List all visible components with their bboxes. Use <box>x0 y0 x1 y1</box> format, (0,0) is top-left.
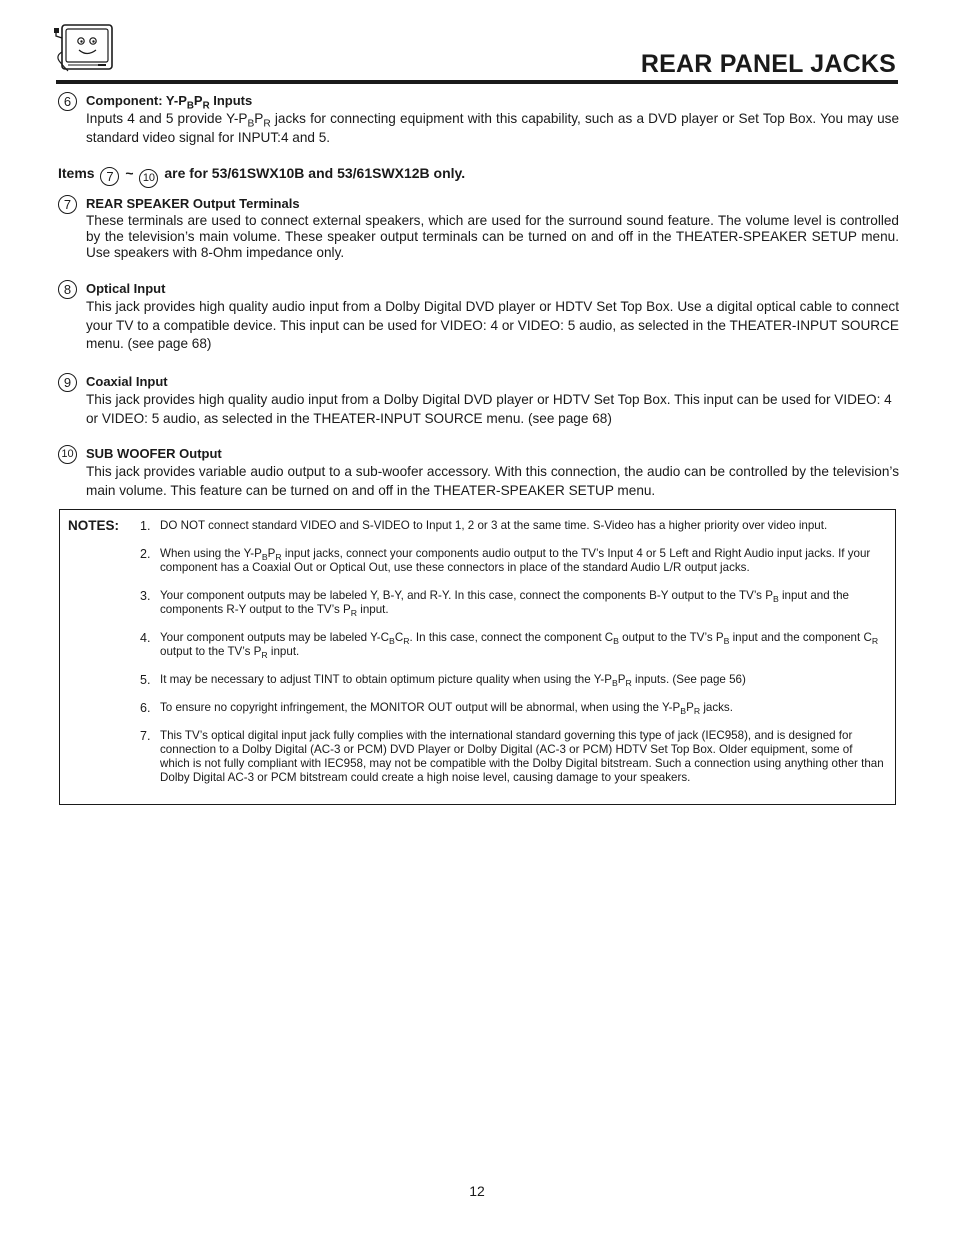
notes-list <box>135 519 885 799</box>
page-title: REAR PANEL JACKS <box>640 50 896 78</box>
note-number: 7. <box>140 729 151 743</box>
page-number: 12 <box>469 1183 485 1199</box>
tv-mascot-icon <box>54 22 116 74</box>
item-body: This jack provides variable audio output to a sub-woofer accessory. With this connection, the audio can be controlled by the television’s main volume. This feature can be turned on and off in the THEATER-SPEAKER SETUP menu. <box>86 464 899 498</box>
item-number-badge: 8 <box>58 280 77 299</box>
note-item: 2. When using the $Y-P_BP_R$ input jacks, connect your components audio output to the TV’s Input 4 or 5 Left and Right Audio input jacks. If your component has a Coaxial Out or Optical Out, use these connectors in place of the standard Audio L/R output jacks. <box>140 547 871 574</box>
item-body: This jack provides high quality audio input from a Dolby Digital DVD player or HDTV Set Top Box. Use a digital optical cable to connect your TV to a compatible device. This input can be used for VIDEO: 4 or VIDEO: 5 audio, as selected in the THEATER-INPUT SOURCE menu. (see page 68) <box>86 299 899 351</box>
item-number-badge: 6 <box>58 92 77 111</box>
note-number: 2. <box>140 547 151 561</box>
note-item: 3. Your component outputs may be labeled Y, B-Y, and R-Y. In this case, connect the components B-Y output to the TV’s $P_B$ input and the components R-Y output to the TV’s $P_R$ input. <box>140 589 849 619</box>
item-body: Inputs 4 and 5 provide $Y-P_BP_R$ jacks for connecting equipment with this capability, such as a DVD player or Set Top Box. You may use standard video signal for INPUT:4 and 5. <box>86 111 900 145</box>
item-optical-input <box>58 280 899 354</box>
item-sub-woofer-output <box>58 445 899 500</box>
item-body: These terminals are used to connect external speakers, which are used for the surround sound feature. The volume level is controlled by the television’s main volume. These speaker output terminals can be turned on and off in the THEATER-SPEAKER SETUP menu. Use speakers with 8-Ohm impedance only. <box>86 213 899 260</box>
title-divider <box>56 80 898 84</box>
item-heading: Optical Input <box>86 281 166 296</box>
items-model-note: Items 7 ~ 10 are for 53/61SWX10B and 53/61SWX12B only. <box>58 163 465 188</box>
note-item: 1. DO NOT connect standard VIDEO and S-VIDEO to Input 1, 2 or 3 at the same time. S-Video has a higher priority over video input. <box>140 519 828 533</box>
note-number: 1. <box>140 519 151 533</box>
note-number: 3. <box>140 589 151 603</box>
item-number-badge: 10 <box>58 445 77 464</box>
item-number-badge: 7 <box>58 195 77 214</box>
note-item: 5. It may be necessary to adjust TINT to obtain optimum picture quality when using the $Y-P_BP_R$ inputs. (See page 56) <box>140 673 746 689</box>
note-item: 6. To ensure no copyright infringement, the MONITOR OUT output will be abnormal, when using the $Y-P_BP_R$ jacks. <box>140 701 733 717</box>
tv-mascot-logo <box>54 22 116 74</box>
item-rear-speaker-output <box>58 195 899 261</box>
item-heading: REAR SPEAKER Output Terminals <box>86 196 300 211</box>
item-component-inputs <box>58 92 899 147</box>
note-item: 4. Your component outputs may be labeled $Y-C_BC_R$. In this case, connect the component $C_B$ output to the TV’s $P_B$ input and the component $C_R$ output to the TV’s $P_R$ input. <box>140 631 879 661</box>
item-number-badge: 9 <box>58 373 77 392</box>
item-body: This jack provides high quality audio input from a Dolby Digital DVD player or HDTV Set Top Box. This input can be used for VIDEO: 4 or VIDEO: 5 audio, as selected in the THEATER-INPUT SOURCE menu. (see page 68) <box>86 392 892 426</box>
item-number-badge: 7 <box>100 167 119 186</box>
notes-label: NOTES: <box>68 518 120 533</box>
notes-box <box>59 509 896 805</box>
note-number: 5. <box>140 673 151 687</box>
item-number-badge: 10 <box>139 169 158 188</box>
item-heading: Component: $Y-P_BP_R$ Inputs <box>86 93 253 112</box>
item-heading: Coaxial Input <box>86 374 168 389</box>
note-number: 4. <box>140 631 151 645</box>
item-heading: SUB WOOFER Output <box>86 446 222 461</box>
note-item: 7. This TV’s optical digital input jack fully complies with the international standard governing this type of jack (IEC958), and is designed for connection to a Dolby Digital (AC-3 or PCM) DVD Player or Dolby Digital (AC-3 or PCM) HDTV Set Top Box. Older equipment, some of which is not fully compliant with IEC958, may not be compatible with the Dolby Digital bitstream. Such a connection using anything other than Dolby Digital AC-3 or PCM bitstream could create a high noise level, causing damage to your speakers. <box>140 729 884 784</box>
item-coaxial-input <box>58 373 899 428</box>
note-number: 6. <box>140 701 151 715</box>
